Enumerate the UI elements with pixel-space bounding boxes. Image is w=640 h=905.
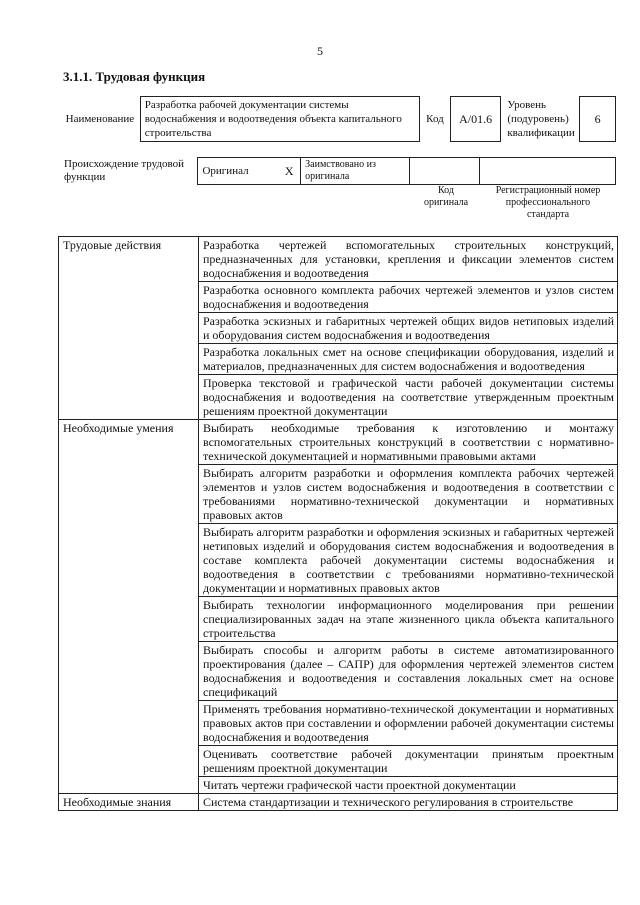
list-item: Выбирать способы и алгоритм работы в системе автоматизированного проектирования (далее – САПР) для оформления чертежей элементов систем водоснабжения и водоотведения и составления локальных смет на основе спецификаций bbox=[199, 642, 618, 701]
list-item: Выбирать необходимые требования к изготовлению и монтажу вспомогательных строительных конструкций в соответствии с нормативно-технической документацией и нормативными правовыми актами bbox=[199, 420, 618, 465]
table-row bbox=[59, 237, 618, 282]
list-item: Выбирать технологии информационного моделирования при решении специализированных задач на этапе жизненного цикла объекта капитального строительства bbox=[199, 597, 618, 642]
list-item: Проверка текстовой и графической части рабочей документации системы водоснабжения и водоотведения на соответствие утвержденным проектным решениям проектной документации bbox=[199, 375, 618, 420]
name-label: Наименование bbox=[65, 113, 135, 125]
caption-original-code: Код оригинала bbox=[423, 185, 469, 208]
category-cell: Трудовые действия bbox=[59, 237, 199, 420]
code-label: Код bbox=[426, 113, 444, 125]
list-item: Разработка эскизных и габаритных чертежей общих видов нетиповых изделий и оборудования систем водоснабжения и водоотведения bbox=[199, 313, 618, 344]
original-label: Оригинал bbox=[198, 158, 278, 185]
function-header-table bbox=[60, 96, 616, 142]
list-item: Оценивать соответствие рабочей документации принятым проектным решениям проектной документации bbox=[199, 746, 618, 777]
list-item: Применять требования нормативно-технической документации и нормативных правовых актов при составлении и оформлении рабочей документации системы водоснабжения и водоотведения bbox=[199, 701, 618, 746]
list-item: Разработка основного комплекта рабочих чертежей элементов и узлов систем водоснабжения и водоотведения bbox=[199, 282, 618, 313]
registration-number-cell bbox=[480, 158, 616, 185]
list-item: Разработка чертежей вспомогательных строительных конструкций, предназначенных для установки, крепления и фиксации элементов систем водоснабжения и водоотведения bbox=[199, 237, 618, 282]
table-row bbox=[59, 420, 618, 465]
original-code-cell bbox=[409, 158, 479, 185]
level-value: 6 bbox=[580, 97, 616, 142]
original-mark: Х bbox=[278, 158, 300, 185]
borrowed-label: Заимствовано из оригинала bbox=[301, 158, 410, 185]
section-title: 3.1.1. Трудовая функция bbox=[63, 69, 206, 84]
labor-function-table bbox=[58, 236, 618, 811]
name-value: Разработка рабочей документации системы водоснабжения и водоотведения объекта капитального строительства bbox=[140, 97, 419, 142]
category-cell: Необходимые знания bbox=[59, 794, 199, 811]
code-value: А/01.6 bbox=[450, 97, 500, 142]
category-cell: Необходимые умения bbox=[59, 420, 199, 794]
list-item: Читать чертежи графической части проектной документации bbox=[199, 777, 618, 794]
table-row bbox=[59, 794, 618, 811]
caption-registration-number: Регистрационный номер профессионального стандарта bbox=[495, 185, 601, 220]
list-item: Разработка локальных смет на основе спецификации оборудования, изделий и материалов, предназначенных для систем водоснабжения и водоотведения bbox=[199, 344, 618, 375]
list-item: Выбирать алгоритм разработки и оформления эскизных и габаритных чертежей нетиповых изделий и оборудования систем водоснабжения и водоотведения в составе комплекта рабочей документации системы водоснабжения и водоотведения в соответствии с требованиями нормативно-технической документации и нормативных правовых актов bbox=[199, 524, 618, 597]
page-number: 5 bbox=[317, 44, 323, 58]
origin-table bbox=[60, 157, 616, 185]
level-label: Уровень (подуровень) квалификации bbox=[507, 99, 575, 139]
list-item: Выбирать алгоритм разработки и оформления комплекта рабочих чертежей элементов и узлов систем водоснабжения и водоотведения в соответствии с требованиями нормативно-технической документации и нормативных правовых актов bbox=[199, 465, 618, 524]
list-item: Система стандартизации и технического регулирования в строительстве bbox=[199, 794, 618, 811]
origin-label: Происхождение трудовой функции bbox=[64, 158, 185, 183]
